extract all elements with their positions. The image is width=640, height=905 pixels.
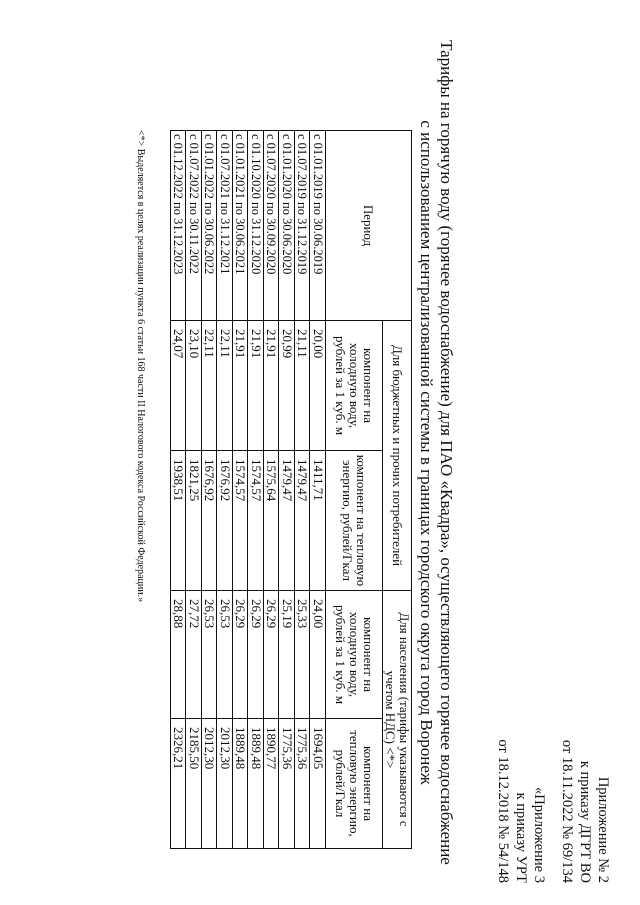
document-title [416,0,456,905]
budget-heat-header: компонент на тепловую энергию, рублей/Гкал [326,451,383,591]
population-water-cell: 25,33 [295,591,311,719]
budget-heat-cell: 1575,64 [264,451,280,591]
population-heat-cell: 2326,21 [171,719,187,849]
budget-water-cell: 22,11 [202,321,218,451]
period-cell: с 01.01.2020 по 30.06.2020 [279,131,295,321]
budget-water-cell: 21,11 [295,321,311,451]
period-cell: с 01.07.2021 по 31.12.2021 [217,131,233,321]
budget-water-cell: 20,99 [279,321,295,451]
population-water-cell: 26,53 [217,591,233,719]
appendix-2-block [558,740,612,883]
population-heat-cell: 1889,48 [248,719,264,849]
population-heat-cell: 1889,48 [233,719,249,849]
population-water-cell: 26,29 [248,591,264,719]
population-heat-header: компонент на тепловую энергию, рублей/Гкал [326,719,383,849]
tariff-table [170,130,412,849]
budget-heat-cell: 1574,57 [248,451,264,591]
period-cell: с 01.07.2019 по 31.12.2019 [295,131,311,321]
population-water-cell: 28,88 [171,591,187,719]
budget-cold-water-header: компонент на холодную воду, рублей за 1 куб. м [326,321,383,451]
period-cell: с 01.01.2019 по 30.06.2019 [310,131,326,321]
appendix-3-line-3: от 18.12.2018 № 54/148 [495,739,511,883]
title-line-1: Тарифы на горячую воду (горячее водоснабжение) для ПАО «Квадра», осуществляющего горячее водоснабжение [437,40,456,865]
table-row [171,131,187,849]
period-cell: с 01.07.2022 по 30.11.2022 [186,131,202,321]
budget-heat-cell: 1938,51 [171,451,187,591]
period-cell: с 01.12.2022 по 31.12.2023 [171,131,187,321]
budget-heat-cell: 1479,47 [295,451,311,591]
appendix-2-line-1: Приложение № 2 [595,776,611,883]
appendix-3-line-2: к приказу УРТ [513,792,529,883]
budget-water-cell: 22,11 [217,321,233,451]
appendix-2-line-3: от 18.11.2022 № 69/134 [559,739,575,883]
period-cell: с 01.10.2020 по 31.12.2020 [248,131,264,321]
table-row [217,131,233,849]
table-row [248,131,264,849]
budget-heat-cell: 1411,71 [310,451,326,591]
population-water-cell: 24,00 [310,591,326,719]
table-row [279,131,295,849]
population-heat-cell: 1775,36 [295,719,311,849]
budget-heat-cell: 1676,92 [202,451,218,591]
budget-water-cell: 21,91 [264,321,280,451]
period-header: Период [326,131,412,321]
table-row [233,131,249,849]
population-heat-cell: 1694,05 [310,719,326,849]
period-cell: с 01.01.2022 по 30.06.2022 [202,131,218,321]
budget-water-cell: 21,91 [233,321,249,451]
population-heat-cell: 2012,30 [202,719,218,849]
population-cold-water-header: компонент на холодную воду, рублей за 1 куб. м [326,591,383,719]
appendix-3-line-1: «Приложение 3 [531,787,547,883]
population-water-cell: 26,29 [264,591,280,719]
table-row [186,131,202,849]
budget-heat-cell: 1821,25 [186,451,202,591]
table-row [295,131,311,849]
population-water-cell: 27,72 [186,591,202,719]
population-water-cell: 26,29 [233,591,249,719]
title-line-2: с использованием централизованной системы в границах городского округа город Воронеж [417,120,436,785]
population-heat-cell: 1890,77 [264,719,280,849]
population-header: Для населения (тарифы указываются с учетом НДС) <*> [383,591,412,849]
period-cell: с 01.01.2021 по 30.06.2021 [233,131,249,321]
population-heat-cell: 1775,36 [279,719,295,849]
budget-heat-cell: 1574,57 [233,451,249,591]
budget-water-cell: 21,91 [248,321,264,451]
population-water-cell: 25,19 [279,591,295,719]
budget-heat-cell: 1479,47 [279,451,295,591]
population-water-cell: 26,53 [202,591,218,719]
budget-water-cell: 20,00 [310,321,326,451]
budget-water-cell: 24,07 [171,321,187,451]
footnote: <*> Выделяется в целях реализации пункта 6 статьи 168 части II Налогового кодекса Российской Федерации.» [135,130,146,603]
period-cell: с 01.07.2020 по 30.09.2020 [264,131,280,321]
budget-consumers-header: Для бюджетных и прочих потребителей [383,321,412,591]
table-row [202,131,218,849]
table-row [264,131,280,849]
population-heat-cell: 2012,30 [217,719,233,849]
budget-heat-cell: 1676,92 [217,451,233,591]
appendix-2-line-2: к приказу ДГРТ ВО [577,760,593,883]
population-heat-cell: 2185,50 [186,719,202,849]
appendix-3-block [494,739,548,883]
budget-water-cell: 23,10 [186,321,202,451]
table-row [310,131,326,849]
